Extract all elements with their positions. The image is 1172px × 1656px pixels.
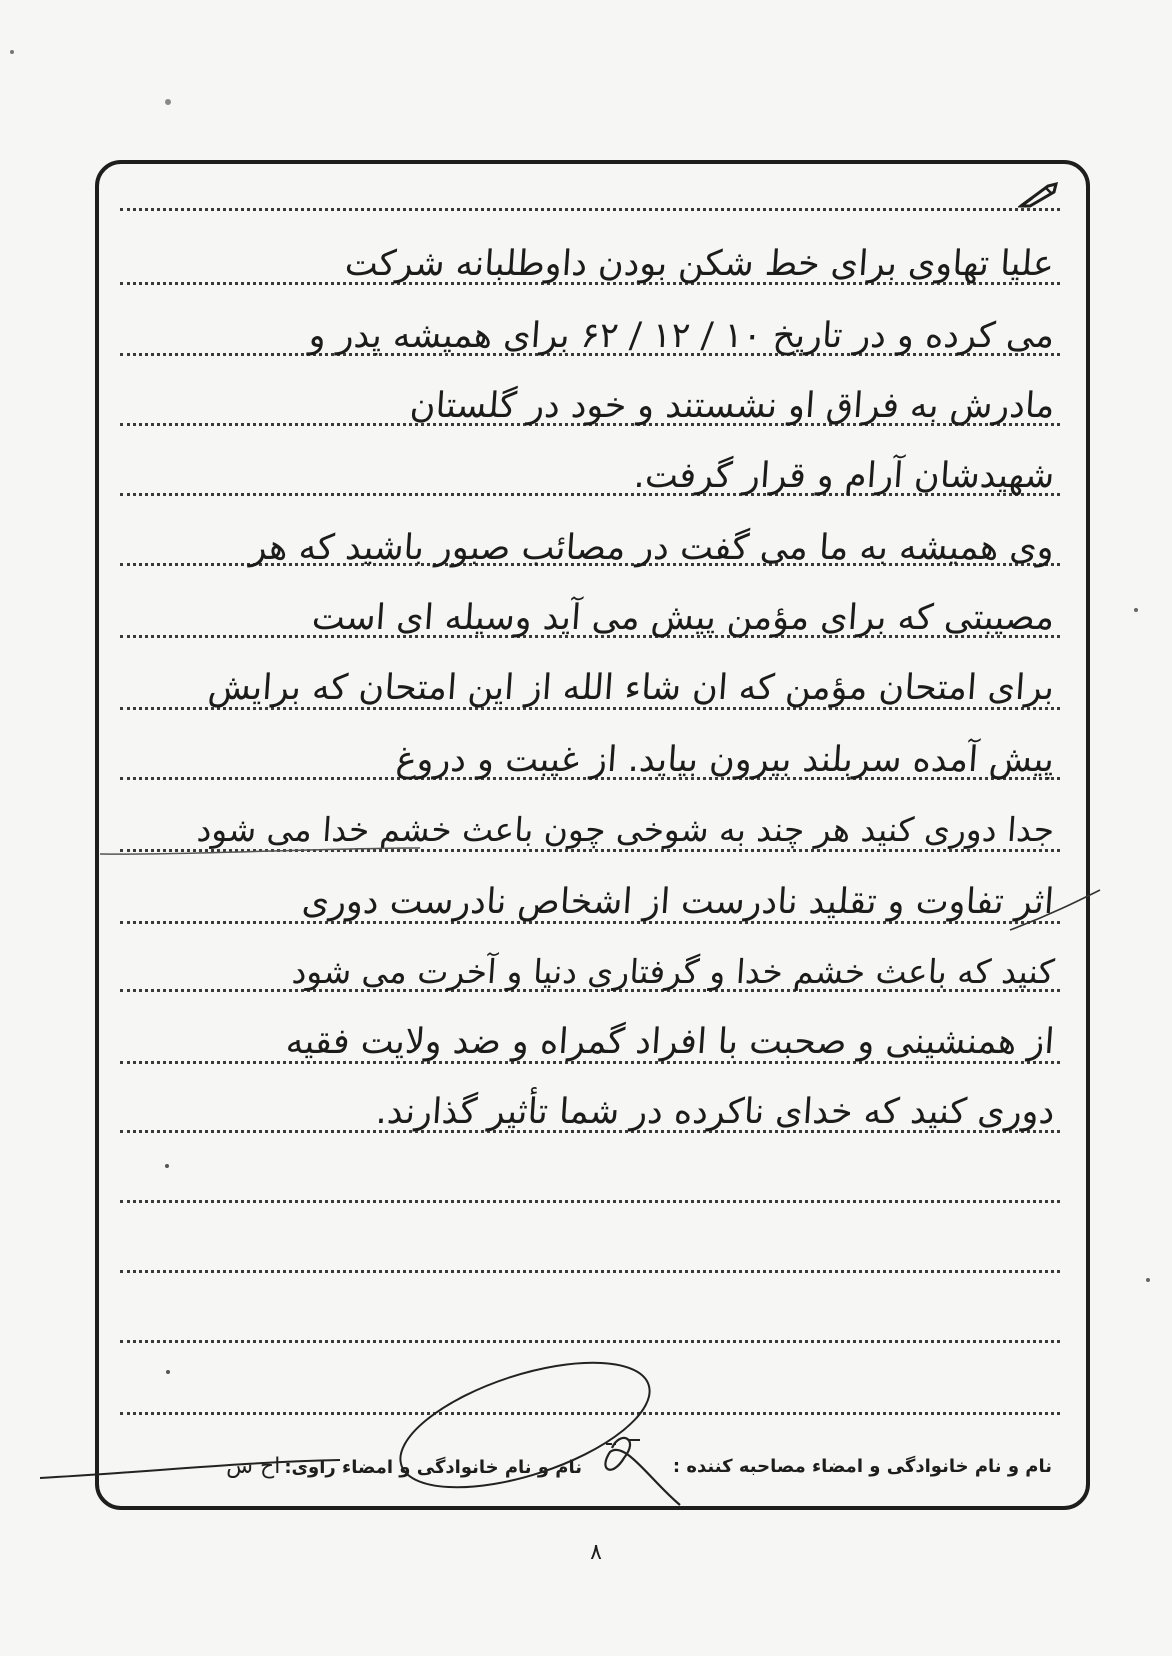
letter-line: وی همیشه به ما می گفت در مصائب صبور باشید که هر: [248, 528, 1056, 568]
letter-line: کنید که باعث خشم خدا و گرفتاری دنیا و آخرت می شود: [290, 952, 1056, 991]
letter-line: مصیبتی که برای مؤمن پیش می آید وسیله ای است: [310, 598, 1056, 638]
pen-icon: [1018, 180, 1060, 210]
ruled-line: [120, 208, 1060, 211]
letter-line: برای امتحان مؤمن که ان شاء الله از این امتحان که برایش: [206, 668, 1056, 708]
letter-line: علیا تهاوی برای خط شکن بودن داوطلبانه شرکت: [343, 244, 1056, 284]
narrator-label-text: نام و نام خانوادگی و امضاء راوی:: [284, 1457, 582, 1478]
letter-line: جدا دوری کنید هر چند به شوخی چون باعث خشم خدا می شود: [195, 810, 1056, 849]
letter-line: اثر تفاوت و تقلید نادرست از اشخاص نادرست دوری: [300, 882, 1056, 922]
letter-line: می کرده و در تاریخ ۱۰ / ۱۲ / ۶۲ برای همیشه پدر و: [307, 316, 1056, 356]
narrator-signature-label: [226, 1450, 582, 1484]
letter-line: پیش آمده سربلند بیرون بیاید. از غیبت و دروغ: [394, 740, 1056, 780]
ruled-line: [120, 1270, 1060, 1273]
letter-line: دوری کنید که خدای ناکرده در شما تأثیر گذارند.: [374, 1092, 1056, 1132]
ruled-line: [120, 1200, 1060, 1203]
letter-line: مادرش به فراق او نشستند و خود در گلستان: [408, 386, 1056, 426]
ruled-line: [120, 1412, 1060, 1415]
letter-line: شهیدشان آرام و قرار گرفت.: [632, 456, 1056, 496]
narrator-signature-text: اح س: [226, 1454, 281, 1479]
ruled-line: [120, 1340, 1060, 1343]
interviewer-signature-label: نام و نام خانوادگی و امضاء مصاحبه کننده :: [672, 1456, 1052, 1477]
letter-line: از همنشینی و صحبت با افراد گمراه و ضد ولایت فقیه: [284, 1022, 1056, 1062]
page-number: ۸: [590, 1540, 602, 1565]
